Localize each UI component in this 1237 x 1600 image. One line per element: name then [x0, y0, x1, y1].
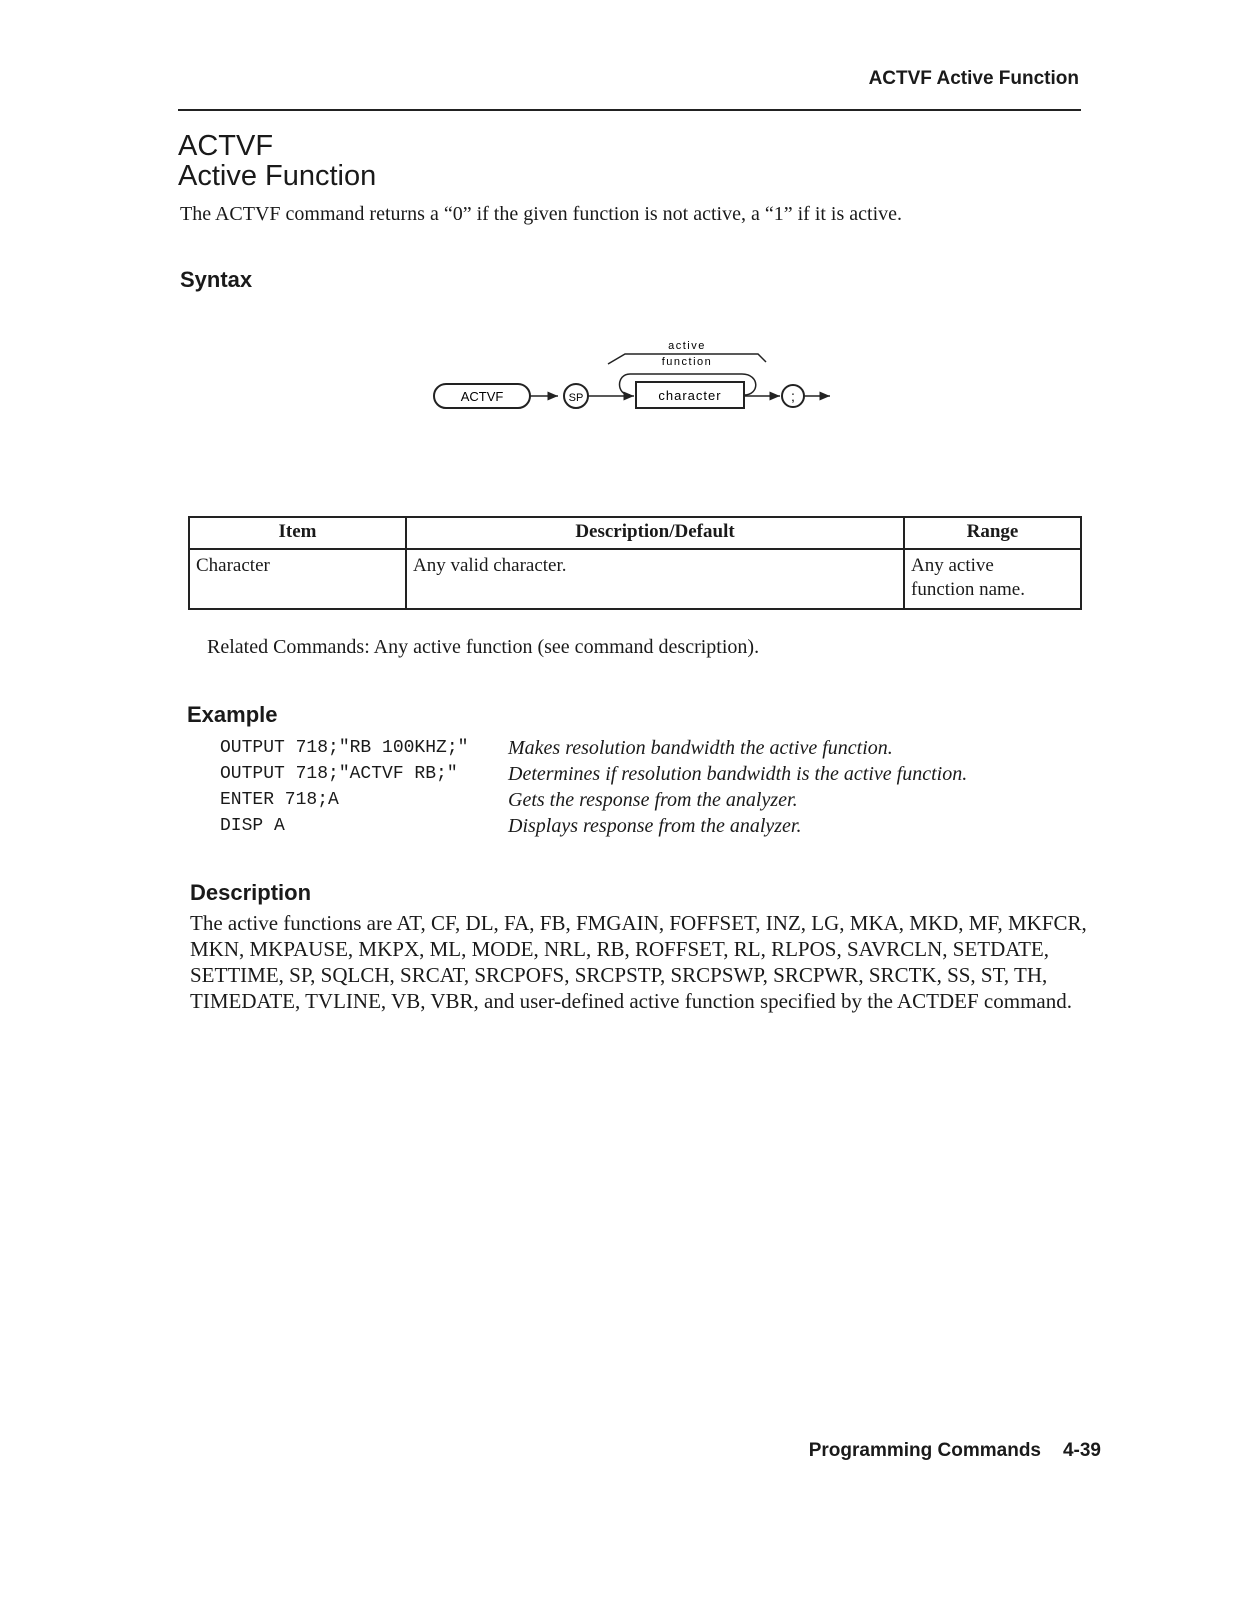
command-name: ACTVF — [178, 130, 274, 162]
header-item: Item — [189, 517, 406, 549]
header-rule — [178, 109, 1081, 111]
example-note: Displays response from the analyzer. — [508, 814, 802, 837]
example-heading: Example — [187, 702, 278, 727]
terminator-label: ; — [791, 388, 795, 404]
example-block — [220, 735, 967, 839]
command-title: Active Function — [178, 160, 377, 192]
cell-item: Character — [189, 549, 406, 609]
loop-label-top: active — [668, 340, 706, 352]
running-header: ACTVF Active Function — [868, 68, 1079, 89]
cell-range-line2: function name. — [911, 579, 1025, 600]
syntax-heading: Syntax — [180, 267, 253, 292]
example-line — [220, 813, 967, 839]
page-number: 4-39 — [1062, 1440, 1101, 1461]
cell-range — [904, 549, 1081, 609]
example-note: Determines if resolution bandwidth is the active function. — [508, 762, 968, 785]
cell-range-line1: Any active — [911, 555, 994, 576]
table-row — [189, 549, 1081, 609]
description-text: The active functions are AT, CF, DL, FA, FB, FMGAIN, FOFFSET, INZ, LG, MKA, MKD, MF, MKFCR, MKN, MKPAUSE, MKPX, ML, MODE, NRL, RB, ROFFSET, RL, RLPOS, SAVRCLN, SETDATE, SETTIME, SP, SQLCH, SRCAT, SRCPOFS, SRCPSTP, SRCPSWP, SRCPWR, SRCTK, SS, ST, TH, TIMEDATE, TVLINE, VB, VBR, and user-defined active function specified by the ACTDEF command. — [190, 911, 1087, 1013]
loop-label-bottom: function — [661, 356, 713, 368]
element-label: character — [658, 388, 722, 403]
intro-text: The ACTVF command returns a “0” if the given function is not active, a “1” if it is active. — [180, 203, 903, 225]
cell-description: Any valid character. — [406, 549, 904, 609]
example-line — [220, 735, 967, 761]
example-code: DISP A — [220, 816, 285, 836]
header-description: Description/Default — [406, 517, 904, 549]
syntax-diagram — [420, 330, 860, 420]
example-code: ENTER 718;A — [220, 790, 339, 810]
parameter-table — [188, 516, 1082, 610]
example-note: Makes resolution bandwidth the active function. — [508, 736, 893, 759]
keyword-label: ACTVF — [460, 389, 504, 404]
example-note: Gets the response from the analyzer. — [508, 788, 798, 811]
example-code: OUTPUT 718;"ACTVF RB;" — [220, 764, 458, 784]
example-code: OUTPUT 718;"RB 100KHZ;" — [220, 738, 469, 758]
description-heading: Description — [190, 880, 312, 905]
space-label: SP — [568, 392, 584, 404]
example-line — [220, 761, 967, 787]
table-header-row — [189, 517, 1081, 549]
related-commands: Related Commands: Any active function (see command description). — [207, 636, 760, 658]
footer-section-title: Programming Commands — [808, 1440, 1041, 1461]
header-range: Range — [904, 517, 1081, 549]
example-line — [220, 787, 967, 813]
